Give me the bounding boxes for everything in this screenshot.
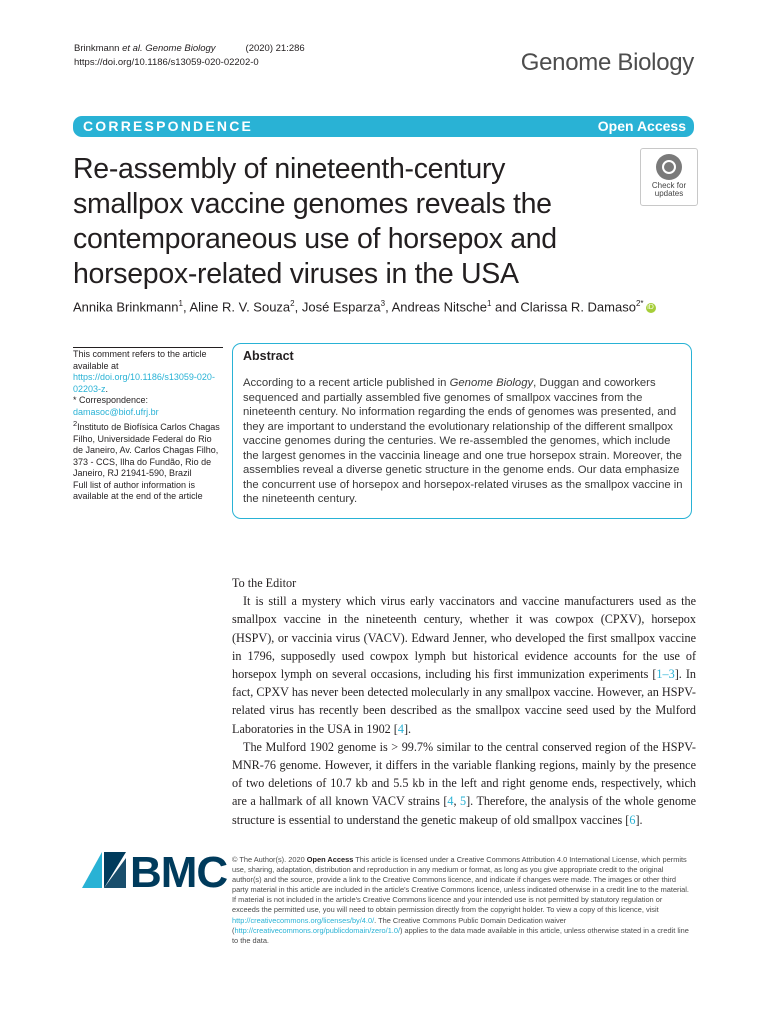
abstract-journal-name: Genome Biology xyxy=(449,377,534,389)
author-name[interactable]: Clarissa R. Damaso xyxy=(520,299,636,315)
header-journal: et al. Genome Biology xyxy=(122,43,216,54)
affiliation-sup: 3 xyxy=(380,299,386,308)
running-header xyxy=(74,42,305,70)
article-title xyxy=(73,152,593,292)
header-year-volume: (2020) 21:286 xyxy=(245,43,305,54)
main-text xyxy=(232,574,696,829)
comment-reference xyxy=(73,349,223,395)
side-note xyxy=(73,347,223,503)
abstract-text xyxy=(243,376,683,507)
salutation: To the Editor xyxy=(232,576,297,590)
article-category: CORRESPONDENCE xyxy=(83,118,254,134)
license-body: ) applies to the data made available in this article, unless otherwise stated in a credit line to the data. xyxy=(232,925,689,945)
correspondence-label: * Correspondence: xyxy=(73,395,149,405)
affiliation-sup: 1 xyxy=(486,299,492,308)
correspondence-email[interactable]: damasoc@biof.ufrj.br xyxy=(73,406,159,417)
article-type-band xyxy=(73,116,694,137)
bmc-wordmark: BMC xyxy=(130,848,228,897)
side-divider xyxy=(73,347,223,348)
comment-suffix: . xyxy=(105,383,109,394)
license-body: . The Creative Commons Public Domain Dedication waiver ( xyxy=(232,915,567,935)
title-line: smallpox vaccine genomes reveals the xyxy=(73,188,552,220)
author-name[interactable]: José Esparza xyxy=(301,299,381,315)
citation-separator: , xyxy=(453,794,460,809)
affiliation-sup: 1 xyxy=(178,299,183,308)
journal-name: Genome Biology xyxy=(520,49,694,76)
citation-link[interactable]: 4 xyxy=(397,721,404,736)
author-separator: , xyxy=(182,299,190,315)
comment-text: This comment refers to the article available at xyxy=(73,349,207,371)
title-line: horsepox-related viruses in the USA xyxy=(73,258,519,290)
license-text xyxy=(232,855,690,946)
paragraph-text: ]. xyxy=(403,721,412,736)
title-line: contemporaneous use of horsepox and xyxy=(73,223,557,255)
abstract-text-start: According to a recent article published in xyxy=(243,377,450,389)
paragraph xyxy=(232,592,696,738)
updates-line: updates xyxy=(654,189,684,198)
paragraph xyxy=(232,738,696,829)
affiliation xyxy=(73,418,223,480)
license-link[interactable]: http://creativecommons.org/licenses/by/4.0/ xyxy=(232,915,375,925)
header-authors: Brinkmann xyxy=(74,43,123,54)
comment-link[interactable]: https://doi.org/10.1186/s13059-020-02203-z xyxy=(73,372,215,394)
abstract-text-rest: , Duggan and coworkers sequenced and partially assembled five genomes of smallpox vaccines from the nineteenth century. No information regarding the ends of genomes was presented, and they are important to understand the evolutionary relationship of the different smallpox vaccine genomes during the centuries. We re-assembled the genomes, which include the largest genomes in the vaccinia lineage and one true horsepox strain. Moreover, the assemblies reveal a diverse genetic structure in the genome ends. Our data emphasize the concurrent use of horsepox and horsepox-related viruses as the smallpox vaccine in the nineteenth century. xyxy=(243,377,683,505)
author-name[interactable]: Annika Brinkmann xyxy=(73,299,179,315)
bmc-logo xyxy=(82,848,228,897)
bmc-mark-icon xyxy=(82,852,126,888)
author-separator: and xyxy=(491,299,521,315)
orcid-icon[interactable]: iD xyxy=(647,303,654,311)
author-name[interactable]: Aline R. V. Souza xyxy=(189,299,291,315)
correspondence xyxy=(73,395,223,418)
title-line: Re-assembly of nineteenth-century xyxy=(73,153,506,185)
citation-link[interactable]: 6 xyxy=(629,812,636,827)
paragraph-text: ]. In fact, CPXV has never been detected molecularly in any smallpox vaccine. However, an HSPV-related virus has recently been described as the smallpox vaccine seed used by the Mulford Laboratories in the USA in 1902 [ xyxy=(232,667,696,736)
copyright: © The Author(s). 2020 xyxy=(232,855,307,864)
paragraph-text: ]. Therefore, the analysis of the whole genome structure is essential to understand the genetic makeup of old smallpox vaccines [ xyxy=(232,794,696,827)
paragraph-text: The Mulford 1902 genome is > 99.7% similar to the central conserved region of the HSPV-MNR-76 genome. However, it differs in the variable flanking regions, mainly by the presence of two deletions of 10.7 kb and 5.5 kb in the left and right genome ends, respectively, which are a hallmark of all known VACV strains [ xyxy=(232,739,696,809)
doi-link[interactable]: https://doi.org/10.1186/s13059-020-02202-0 xyxy=(74,57,259,68)
crossmark-icon xyxy=(656,154,682,180)
citation-line xyxy=(74,42,305,56)
public-domain-link[interactable]: http://creativecommons.org/publicdomain/zero/1.0/ xyxy=(234,925,401,935)
author-info-note: Full list of author information is available at the end of the article xyxy=(73,479,203,501)
affiliation-text: Instituto de Biofísica Carlos Chagas Filho, Universidade Federal do Rio de Janeiro, Av. Carlos Chagas Filho, 373 - CCS, Ilha do Fundão, Rio de Janeiro, RJ 21941-590, Brazil xyxy=(73,422,220,478)
abstract-heading: Abstract xyxy=(243,349,294,363)
paragraph-text: It is still a mystery which virus early vaccinators and vaccine manufacturers used as the smallpox vaccine in the nineteenth century, whether it was cowpox (CPXV), horsepox (HSPV), or vaccinia virus (VACV). Edward Jenner, who developed the first smallpox vaccine in 1796, supposedly used cowpox lymph but historical evidence accounts for the use of horsepox lymph on several occasions, including his first immunization experiments [ xyxy=(232,594,696,682)
affiliation-number: 2 xyxy=(73,419,78,428)
citation-link[interactable]: 5 xyxy=(460,794,467,809)
affiliation-sup: 2 xyxy=(290,299,295,308)
author-list xyxy=(73,299,656,314)
check-for-updates-badge[interactable] xyxy=(640,148,698,206)
open-access-label: Open Access xyxy=(597,118,686,134)
author-separator: , xyxy=(294,299,302,315)
author-separator: , xyxy=(385,299,392,315)
license-body: This article is licensed under a Creative Commons Attribution 4.0 International License, which permits use, sharing, adaptation, distribution and reproduction in any medium or format, as long as you give appropriate credit to the original author(s) and the source, provide a link to the Creative Commons licence, and indicate if changes were made. The images or other third party material in this article are included in the article's Creative Commons licence, unless indicated otherwise in a credit line to the material. If material is not included in the article's Creative Commons licence and your intended use is not permitted by statutory regulation or exceeds the permitted use, you will need to obtain permission directly from the copyright holder. To view a copy of this licence, visit xyxy=(232,855,689,915)
citation-link[interactable]: 4 xyxy=(447,794,454,809)
affiliation-sup: 2* xyxy=(635,299,644,308)
author-name[interactable]: Andreas Nitsche xyxy=(391,299,487,315)
abstract-box xyxy=(232,343,692,519)
citation-link[interactable]: 1–3 xyxy=(656,667,675,682)
paragraph-text: ]. xyxy=(635,812,643,827)
open-access-bold: Open Access xyxy=(306,855,354,864)
updates-line: Check for xyxy=(651,181,687,190)
